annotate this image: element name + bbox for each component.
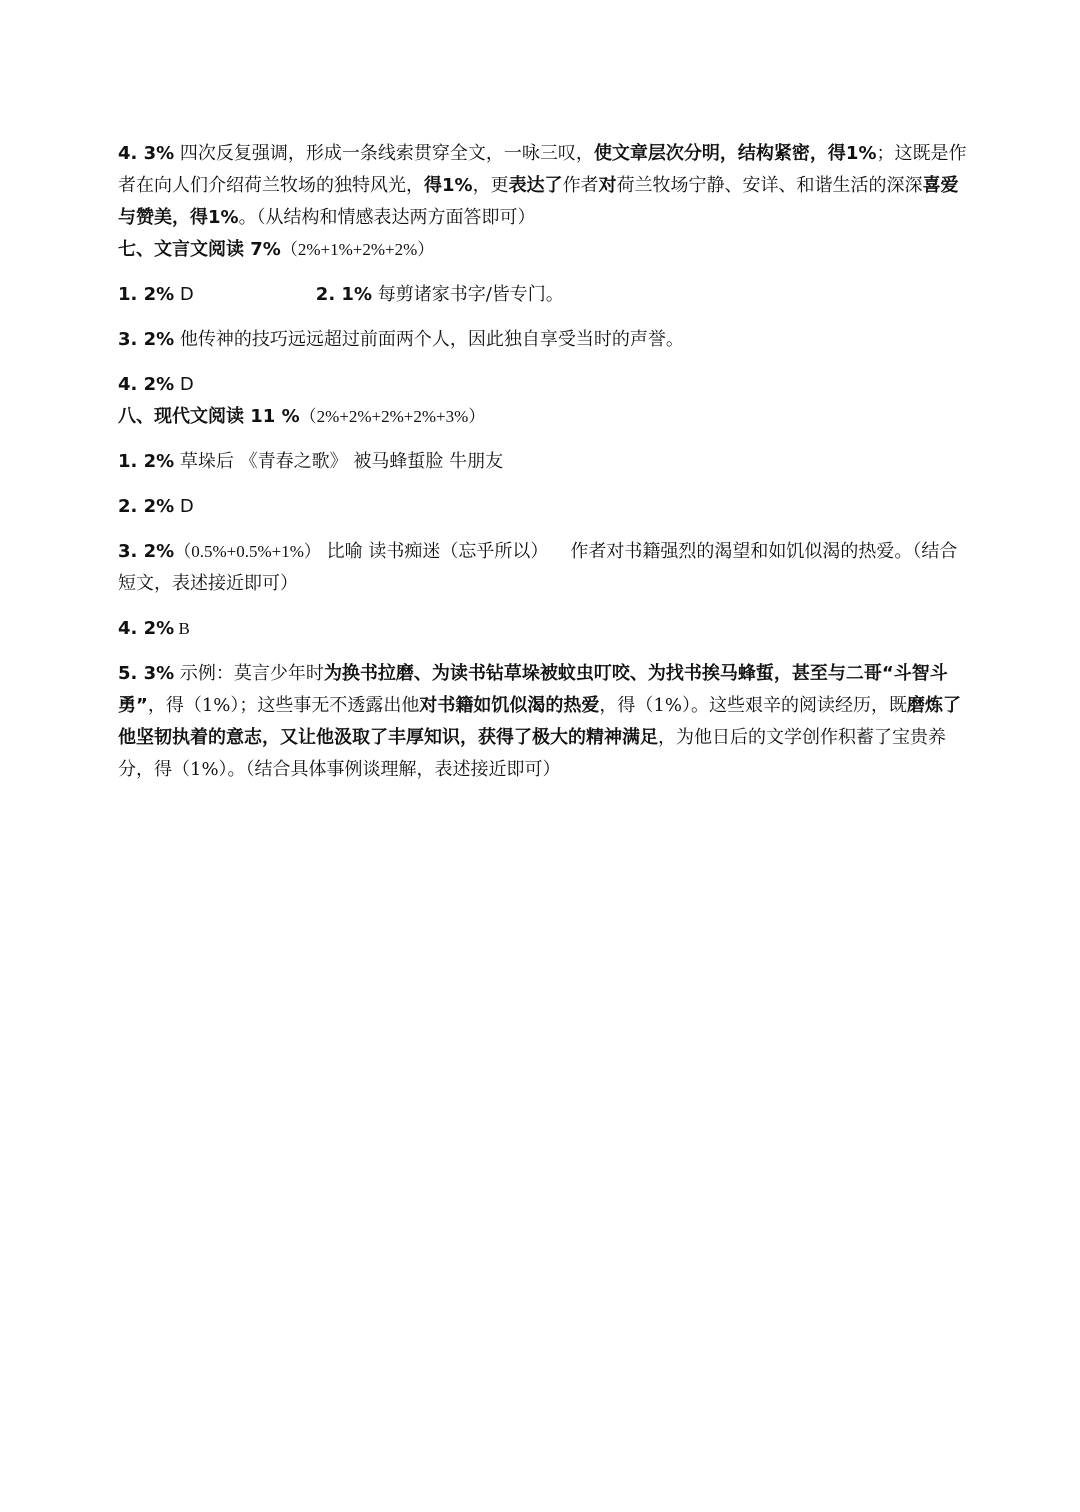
answer-text: 示例：莫言少年时 [174, 663, 324, 684]
answer-text: 比喻 读书痴迷（忘乎所以） [320, 541, 549, 562]
answer-text: 作者对书籍强烈的渴望和如饥似渴的热爱。（结合短文，表述接近即可） [118, 541, 958, 594]
answer-row-7-1-2 [118, 279, 968, 311]
answer-text: ，为他日后的文学创作积蓄了宝贵养分，得（1%）。（结合具体事例谈理解，表述接近即可） [118, 727, 946, 780]
section-title: 七、文言文阅读 7% [118, 239, 281, 260]
answer-q4-structure [118, 138, 968, 234]
answer-text: D [174, 496, 194, 517]
item-number: 3. 2% [118, 329, 175, 350]
answer-text: 荷兰牧场宁静、安详、和谐生活的深深 [616, 175, 923, 196]
item-number: 4. 2% [118, 374, 175, 395]
bold-key-point: 对书籍如饥似渴的热爱 [419, 695, 600, 716]
answer-text: ，更 [472, 175, 509, 196]
item-number: 3. 2% [118, 541, 175, 562]
answer-8-5 [118, 658, 968, 786]
section-score-breakdown: （2%+2%+2%+2%+3%） [299, 407, 486, 426]
answer-text: 草垛后 《青春之歌》 被马蜂蜇脸 牛朋友 [174, 451, 504, 472]
answer-text: 作者 [562, 175, 599, 196]
bold-key-point: 喜爱与赞美，得1% [118, 175, 959, 228]
answer-text: ，得（1%）。这些艰辛的阅读经历，既 [599, 695, 907, 716]
answer-text: 。（从结构和情感表达两方面答即可） [238, 207, 536, 228]
answer-text: B [174, 619, 190, 638]
bold-key-point: 磨炼了他坚韧执着的意志，又让他汲取了丰厚知识，获得了极大的精神满足 [118, 695, 961, 748]
section-title: 八、现代文阅读 11 % [118, 406, 300, 427]
answer-text: 他传神的技巧远远超过前面两个人，因此独自享受当时的声誉。 [174, 329, 684, 350]
item-number: 5. 3% [118, 663, 175, 684]
item-number: 1. 2% [118, 451, 175, 472]
answer-text: D [174, 284, 194, 305]
answer-text: ；这既是作者在向人们介绍荷兰牧场的独特风光， [118, 143, 967, 196]
bold-key-point: 使文章层次分明，结构紧密，得1% [593, 143, 877, 164]
answer-8-3 [118, 536, 968, 600]
section-heading-classical-chinese [118, 234, 968, 266]
answer-8-2 [118, 491, 968, 523]
answer-content [118, 138, 968, 786]
item-number: 2. 1% [315, 284, 372, 305]
item-number: 1. 2% [118, 284, 175, 305]
section-heading-modern-reading [118, 401, 968, 433]
answer-text: D [174, 374, 194, 395]
answer-8-4 [118, 613, 968, 645]
answer-7-4 [118, 369, 968, 401]
item-number: 4. 3% [118, 143, 175, 164]
answer-text: ，得（1%）；这些事无不透露出他 [147, 695, 420, 716]
item-number: 2. 2% [118, 496, 175, 517]
bold-key-point: 对 [598, 175, 617, 196]
answer-7-3 [118, 324, 968, 356]
answer-text: 四次反复强调，形成一条线索贯穿全文，一咏三叹， [174, 143, 594, 164]
item-number: 4. 2% [118, 618, 175, 639]
answer-text: 每剪诸家书字/皆专门。 [372, 284, 564, 305]
bold-key-point: 得1% [424, 175, 473, 196]
bold-key-point: 表达了 [508, 175, 563, 196]
section-score-breakdown: （2%+1%+2%+2%） [280, 240, 435, 259]
answer-8-1 [118, 446, 968, 478]
score-breakdown: （0.5%+0.5%+1%） [174, 542, 321, 561]
bold-key-point: 为换书拉磨、为读书钻草垛被蚊虫叮咬、为找书挨马蜂蜇，甚至与二哥“斗智斗勇” [118, 663, 948, 716]
